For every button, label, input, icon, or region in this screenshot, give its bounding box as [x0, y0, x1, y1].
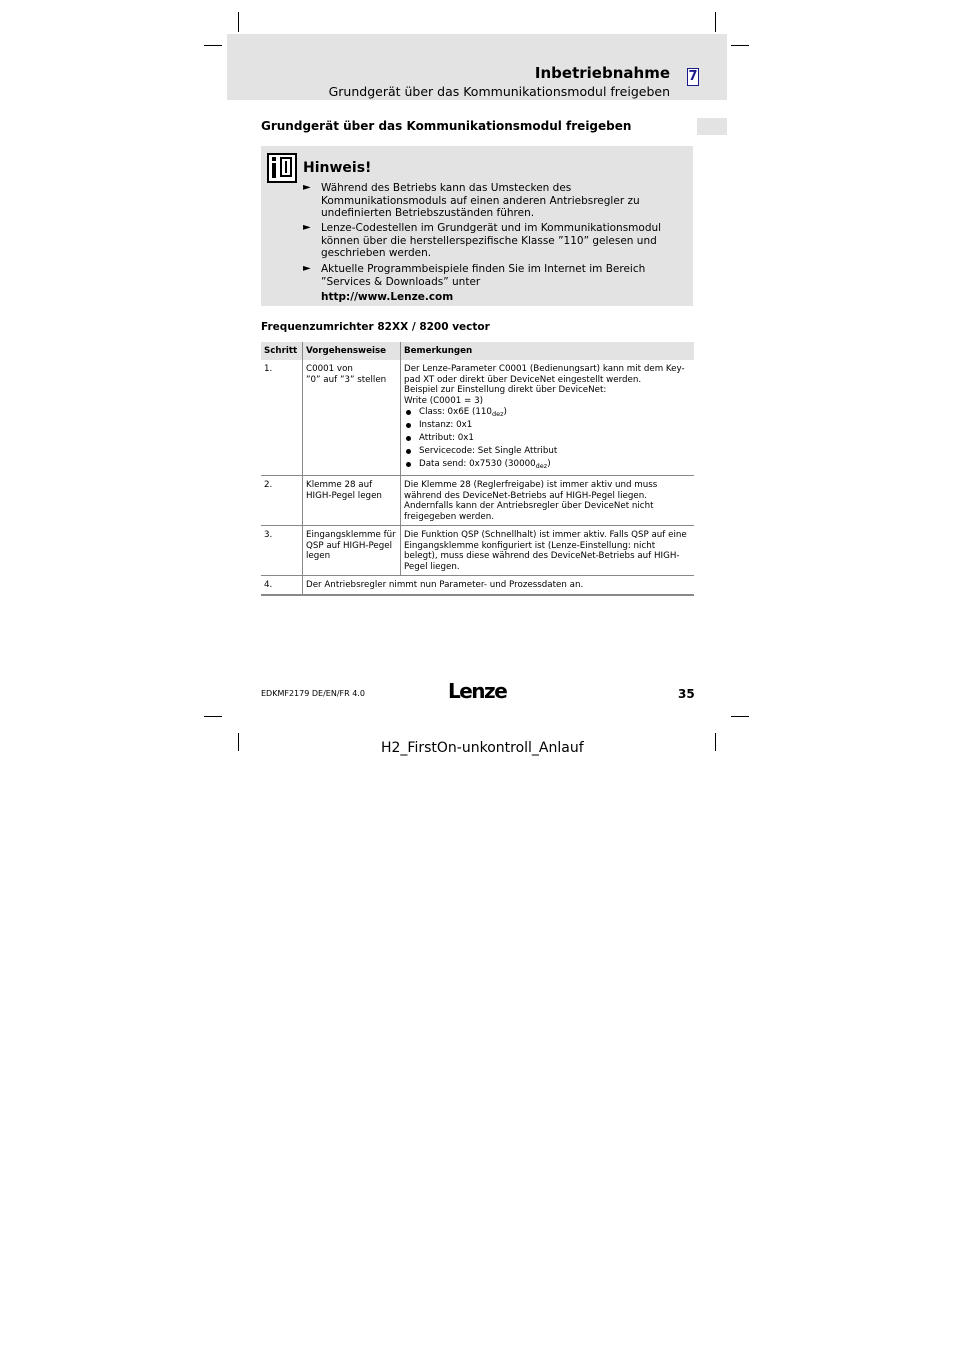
- list-item: Data send: 0x7530 $(30000_{dez})$: [404, 459, 691, 470]
- page-number: 35: [678, 687, 695, 701]
- column-header-remarks: Bemerkungen: [401, 342, 695, 360]
- note-item: Lenze-Codestellen im Grundgerät und im Kommunikationsmodul können über die herstellerspezifische Klasse ”110” gelesen und geschrieben werden.: [321, 222, 662, 259]
- info-icon: [267, 153, 297, 183]
- side-tab-marker: [697, 118, 727, 135]
- step-remark: [401, 360, 695, 476]
- step-action: Klemme 28 auf HIGH-Pegel legen: [303, 476, 401, 526]
- step-number: 2.: [261, 476, 303, 526]
- list-item: Class: 0x6E $(110_{dez})$: [404, 407, 691, 418]
- table-row: [261, 476, 694, 526]
- step-action: Eingangsklemme für QSP auf HIGH-Pegel legen: [303, 526, 401, 576]
- bullet-arrow-icon: ►: [303, 263, 311, 274]
- step-remark: Die Klemme 28 (Reglerfreigabe) ist immer aktiv und muss während des DeviceNet-Betriebs auf HIGH-Pegel liegen. Andernfalls kann der Antriebsregler über DeviceNet nicht freigegeben werden.: [401, 476, 695, 526]
- step-action-line: ”0” auf ”3” stellen: [306, 374, 387, 385]
- table-row: [261, 526, 694, 576]
- section-heading: Grundgerät über das Kommunikationsmodul freigeben: [261, 119, 632, 133]
- step-action: [303, 360, 401, 476]
- document-id: EDKMF2179 DE/EN/FR 4.0: [261, 689, 365, 698]
- list-item: Attribut: 0x1: [404, 433, 691, 444]
- remark-text: Beispiel zur Einstellung direkt über DeviceNet:: [404, 385, 607, 395]
- crop-mark: [715, 12, 716, 32]
- step-number: 1.: [261, 360, 303, 476]
- remark-bullet-list: [404, 407, 691, 470]
- crop-mark: [238, 12, 239, 32]
- remark-text: Write (C0001 = 3): [404, 395, 483, 406]
- list-item: Instanz: 0x1: [404, 420, 691, 431]
- bullet-arrow-icon: ►: [303, 182, 311, 193]
- crop-mark: [731, 45, 749, 46]
- note-item: Während des Betriebs kann das Umstecken des Kommunikationsmoduls auf einen anderen Antriebsregler zu undefinierten Betriebszuständen führen.: [321, 182, 640, 219]
- table-header-row: [261, 342, 694, 360]
- chapter-number: 7: [688, 69, 698, 84]
- bottom-label: H2_FirstOn-unkontroll_Anlauf: [381, 740, 584, 756]
- chapter-title: Inbetriebnahme: [534, 64, 670, 82]
- step-number: 3.: [261, 526, 303, 576]
- lenze-logo: Lenze: [448, 679, 507, 703]
- step-remark: Der Antriebsregler nimmt nun Parameter- und Prozessdaten an.: [303, 576, 695, 595]
- crop-mark: [204, 716, 222, 717]
- note-url-link[interactable]: http://www.Lenze.com: [321, 291, 454, 303]
- note-item: Aktuelle Programmbeispiele finden Sie im Internet im Bereich ”Services & Downloads” unter: [321, 263, 646, 288]
- steps-table: [261, 342, 694, 596]
- crop-mark: [715, 733, 716, 751]
- step-action-line: C0001 von: [306, 364, 353, 374]
- table-caption: Frequenzumrichter 82XX / 8200 vector: [261, 321, 490, 333]
- step-number: 4.: [261, 576, 303, 595]
- step-remark: Die Funktion QSP (Schnellhalt) ist immer aktiv. Falls QSP auf eine Eingangsklemme konfiguriert ist (Lenze-Einstellung: nicht belegt), muss diese während des DeviceNet-Betriebs auf HIGH-Pegel liegen.: [401, 526, 695, 576]
- column-header-step: Schritt: [261, 342, 303, 360]
- table-row: [261, 360, 694, 476]
- crop-mark: [731, 716, 749, 717]
- crop-mark: [238, 733, 239, 751]
- remark-text: Der Lenze-Parameter C0001 (Bedienungsart) kann mit dem Key-pad XT oder direkt über DeviceNet eingestellt werden.: [404, 364, 685, 385]
- crop-mark: [204, 45, 222, 46]
- list-item: Servicecode: Set Single Attribut: [404, 446, 691, 457]
- bullet-arrow-icon: ►: [303, 222, 311, 233]
- column-header-action: Vorgehensweise: [303, 342, 401, 360]
- note-title: Hinweis!: [303, 160, 372, 176]
- chapter-subtitle: Grundgerät über das Kommunikationsmodul freigeben: [328, 84, 670, 99]
- table-row: [261, 576, 694, 595]
